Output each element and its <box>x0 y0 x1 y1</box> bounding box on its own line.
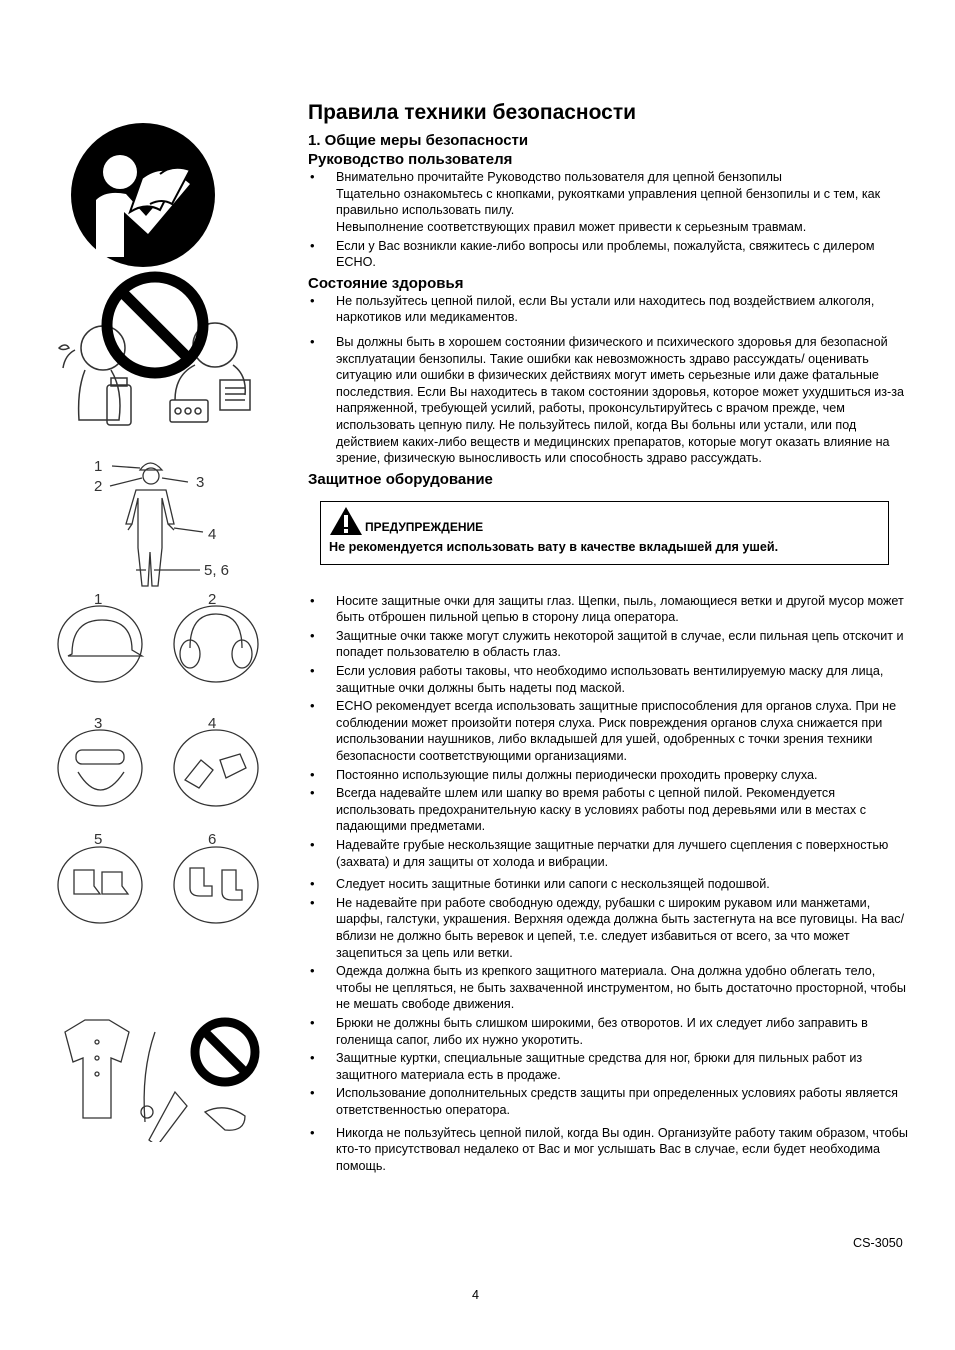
worker-label-4: 4 <box>208 526 217 543</box>
gear-label-4: 4 <box>208 715 217 732</box>
list-item: • Защитные очки также могут служить некоторой защитой в случае, если пильная цепь отскочит и попадет пользователю в область глаз. <box>308 628 913 661</box>
worker-label-1: 1 <box>94 458 103 475</box>
list-item: • Если условия работы таковы, что необходимо использовать вентилируемую маску для лица, защитные очки должны быть надеты под маской. <box>308 663 913 696</box>
gear-label-5: 5 <box>94 831 103 848</box>
manual-item-text: Тщательно ознакомьтесь с кнопками, рукоятками управления цепной бензопилы и с тем, как правильно использовать пилу. <box>336 186 881 218</box>
warning-box <box>320 501 889 565</box>
list-item: • Использование дополнительных средств защиты при определенных условиях работы является ответственностью оператора. <box>308 1085 913 1118</box>
warning-title: ПРЕДУПРЕЖДЕНИЕ <box>365 519 484 534</box>
list-item: • Брюки не должны быть слишком широкими, без отворотов. И их следует либо заправить в голенища сапог, либо их нужно укоротить. <box>308 1015 913 1048</box>
list-item: • ECHO рекомендует всегда использовать защитные приспособления для органов слуха. При не соблюдении может произойти потеря слуха. Риск повреждения органов слуха снижается при использовании наушников, либо вкладышей для ушей, одобренных с точки зрения техники безопасности соответствующими организациями. <box>308 698 913 764</box>
prohibited-clothing-illustration <box>55 1012 265 1142</box>
list-item: • Следует носить защитные ботинки или сапоги с нескользящей подошвой. <box>308 876 913 893</box>
worker-label-3: 3 <box>196 474 205 491</box>
list-item <box>308 169 913 235</box>
manual-item-text: Невыполнение соответствующих правил может привести к серьезным травмам. <box>336 219 807 234</box>
no-alcohol-drugs-illustration <box>55 270 255 435</box>
worker-label-5-6: 5, 6 <box>204 562 230 579</box>
page-number: 4 <box>472 1288 480 1302</box>
list-item: • Одежда должна быть из крепкого защитного материала. Она должна удобно облегать тело, чтобы не цепляться, не быть захваченной инструментом, но быть достаточно просторной, чтобы не мешать свободе движения. <box>308 963 913 1013</box>
model-number: CS-3050 <box>853 1236 903 1250</box>
list-item: • Всегда надевайте шлем или шапку во время работы с цепной пилой. Рекомендуется использовать предохранительную каску в условиях работы под деревьями или в местах с падающими предметами. <box>308 785 913 835</box>
equipment-list <box>308 593 913 1175</box>
gear-label-3: 3 <box>94 715 103 732</box>
list-item: • Не надевайте при работе свободную одежду, рубашки с широким рукавом или манжетами, шарфы, галстуки, украшения. Верхняя одежда должна быть застегнута на все пуговицы. На вас/вблизи не должно быть веревок и цепей, т.е. следует избавиться от всего, за что может зацепиться за цепь или ветки. <box>308 895 913 961</box>
read-manual-icon <box>68 120 218 270</box>
list-item: • Не пользуйтесь цепной пилой, если Вы устали или находитесь под воздействием алкоголя, наркотиков или медикаментов. <box>308 293 913 326</box>
gear-label-6: 6 <box>208 831 217 848</box>
protective-gear-grid <box>50 590 275 940</box>
warning-icon <box>329 506 363 536</box>
section-heading: 1. Общие меры безопасности <box>308 132 529 150</box>
gear-label-2: 2 <box>208 591 217 608</box>
manual-list <box>308 169 913 271</box>
content-column <box>308 100 913 1176</box>
list-item: • Если у Вас возникли какие-либо вопросы или проблемы, пожалуйста, свяжитесь с дилером ECHO. <box>308 238 913 271</box>
warning-text: Не рекомендуется использовать вату в качестве вкладышей для ушей. <box>329 539 779 554</box>
manual-item-text: • Внимательно прочитайте Руководство пользователя для цепной бензопилы <box>336 170 782 185</box>
list-item: • Носите защитные очки для защиты глаз. Щепки, пыль, ломающиеся ветки и другой мусор может быть отброшен пильной цепью в сторону лица оператора. <box>308 593 913 626</box>
list-item: • Постоянно использующие пилы должны периодически проходить проверку слуха. <box>308 767 913 784</box>
list-item: • Надевайте грубые нескользящие защитные перчатки для лучшего сцепления с поверхностью (захвата) и для защиты от холода и вибрации. <box>308 837 913 870</box>
protective-worker-illustration <box>88 452 248 587</box>
manual-heading: Руководство пользователя <box>308 151 513 169</box>
health-heading: Состояние здоровья <box>308 274 464 292</box>
list-item: • Вы должны быть в хорошем состоянии физического и психического здоровья для безопасной эксплуатации бензопилы. Такие ошибки как невозможность здраво рассуждать/ оценивать ситуацию или ошибки в физических действиях могут иметь серьезные или даже фатальные последствия. Если Вы находитесь в таком состоянии здоровья, которое может ухудшиться из-за напряженной, требующей усилий, работы, проконсультируйтесь с врачом прежде, чем использовать цепную пилу. Не пользуйтесь пилой, когда Вы больны или устали, или под действием каких-либо веществ и медицинских препаратов, которые могут оказать влияние на зрение, физическую выносливость или способность здраво рассуждать. <box>308 334 913 467</box>
equipment-heading: Защитное оборудование <box>308 470 493 488</box>
worker-label-2: 2 <box>94 478 103 495</box>
page-title: Правила техники безопасности <box>308 101 637 124</box>
list-item: • Никогда не пользуйтесь цепной пилой, когда Вы один. Организуйте работу таким образом, чтобы кто-то присутствовал недалеко от Вас и мог услышать Вас в случае, если будет необходима помощь. <box>308 1125 913 1175</box>
list-item: • Защитные куртки, специальные защитные средства для ног, брюки для пильных работ из защитного материала есть в продаже. <box>308 1050 913 1083</box>
gear-label-1: 1 <box>94 591 103 608</box>
health-list <box>308 293 913 467</box>
